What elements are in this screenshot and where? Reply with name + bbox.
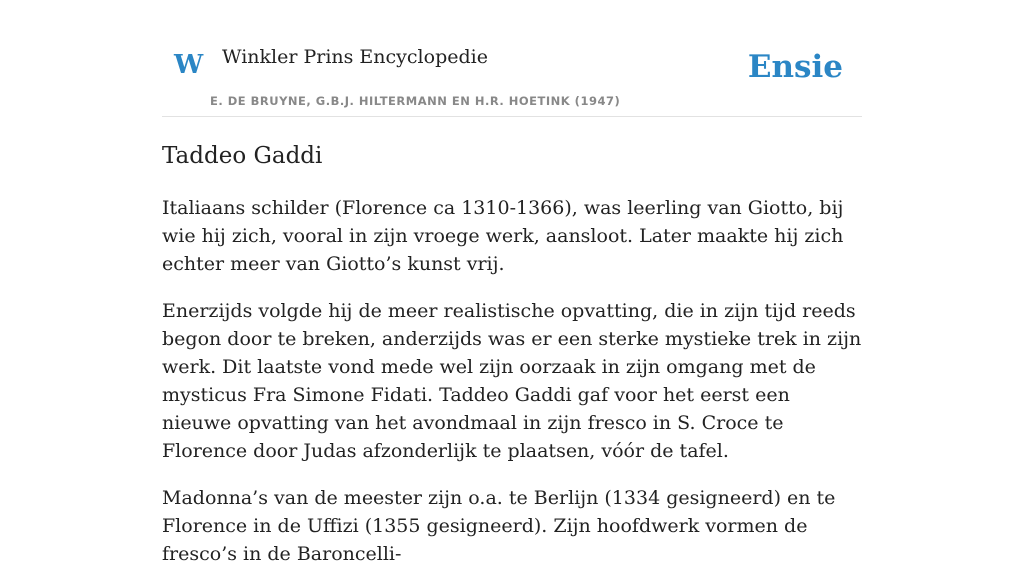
winkler-prins-logo[interactable]: W <box>174 50 204 80</box>
article-paragraph: Italiaans schilder (Florence ca 1310-1366), was leerling van Giotto, bij wie hij zich, vooral in zijn vroege werk, aansloot. Later maakte hij zich echter meer van Giotto’s kunst vrij. <box>162 197 844 275</box>
article-title: Taddeo Gaddi <box>162 143 323 169</box>
article-paragraph: Madonna’s van de meester zijn o.a. te Berlijn (1334 gesigneerd) en te Florence in de Uffizi (1355 gesigneerd). Zijn hoofdwerk vormen de fresco’s in de Baroncelli- <box>162 487 836 565</box>
book-authors: E. DE BRUYNE, G.B.J. HILTERMANN EN H.R. HOETINK (1947) <box>210 94 621 108</box>
book-title[interactable]: Winkler Prins Encyclopedie <box>222 46 488 68</box>
site-header <box>162 0 862 117</box>
ensie-logo[interactable]: Ensie <box>747 49 843 85</box>
article-paragraph: Enerzijds volgde hij de meer realistische opvatting, die in zijn tijd reeds begon door te breken, anderzijds was er een sterke mystieke trek in zijn werk. Dit laatste vond mede wel zijn oorzaak in zijn omgang met de mysticus Fra Simone Fidati. Taddeo Gaddi gaf voor het eerst een nieuwe opvatting van het avondmaal in zijn fresco in S. Croce te Florence door Judas afzonderlijk te plaatsen, vóór de tafel. <box>162 300 862 462</box>
page-content <box>162 0 862 568</box>
